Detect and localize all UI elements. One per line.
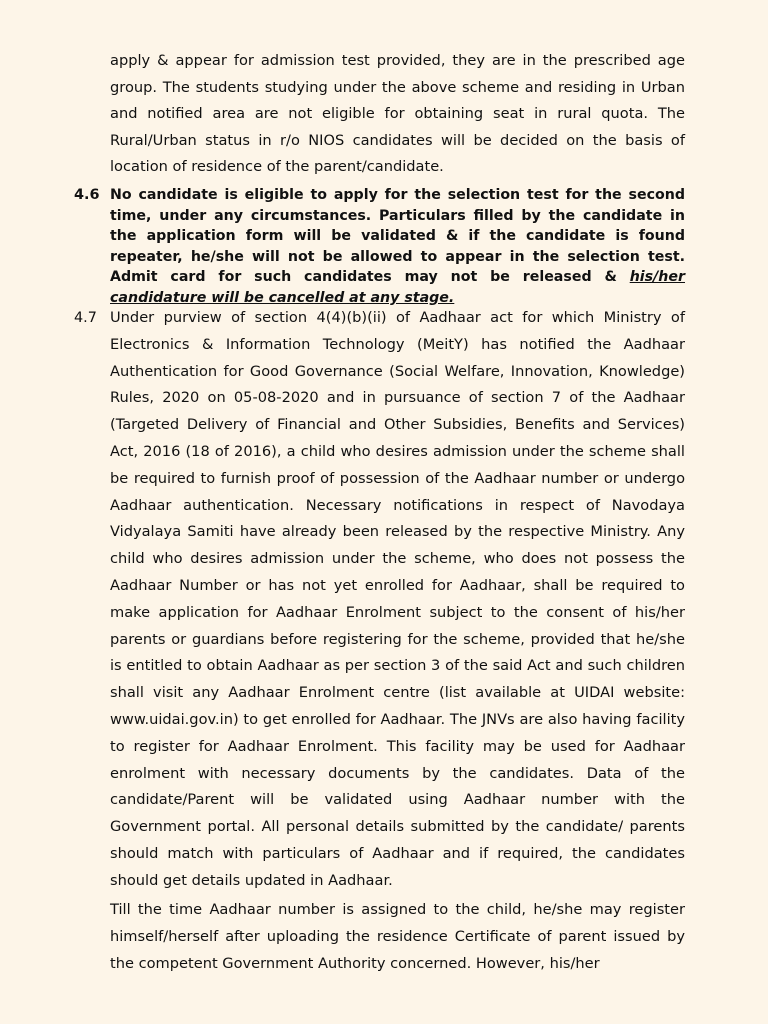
clause-4-6-number: 4.6: [74, 187, 100, 203]
clause-4-6-emphasis: his/her candidature will be cancelled at any stage.: [110, 269, 685, 306]
clause-4-6-paragraph: [110, 185, 685, 309]
clause-4-7-number: 4.7: [74, 310, 97, 326]
clause-4-7-continued-paragraph: Till the time Aadhaar number is assigned to the child, he/she may register himself/herself after uploading the residence Certificate of parent issued by the competent Government Authority concerned. However, his/her: [110, 901, 685, 972]
clause-4-7-paragraph: Under purview of section 4(4)(b)(ii) of Aadhaar act for which Ministry of Electronics & Information Technology (MeitY) has notified the Aadhaar Authentication for Good Governance (Social Welfare, Innovation, Knowledge) Rules, 2020 on 05-08-2020 and in pursuance of section 7 of the Aadhaar (Targeted Delivery of Financial and Other Subsidies, Benefits and Services) Act, 2016 (18 of 2016), a child who desires admission under the scheme shall be required to furnish proof of possession of the Aadhaar number or undergo Aadhaar authentication. Necessary notifications in respect of Navodaya Vidyalaya Samiti have already been released by the respective Ministry. Any child who desires admission under the scheme, who does not possess the Aadhaar Number or has not yet enrolled for Aadhaar, shall be required to make application for Aadhaar Enrolment subject to the consent of his/her parents or guardians before registering for the scheme, provided that he/she is entitled to obtain Aadhaar as per section 3 of the said Act and such children shall visit any Aadhaar Enrolment centre (list available at UIDAI website: www.uidai.gov.in) to get enrolled for Aadhaar. The JNVs are also having facility to register for Aadhaar Enrolment. This facility may be used for Aadhaar enrolment with necessary documents by the candidates. Data of the candidate/Parent will be validated using Aadhaar number with the Government portal. All personal details submitted by the candidate/ parents should match with particulars of Aadhaar and if required, the candidates should get details updated in Aadhaar.: [110, 309, 685, 889]
continuation-paragraph: apply & appear for admission test provided, they are in the prescribed age group. The students studying under the above scheme and residing in Urban and notified area are not eligible for obtaining seat in rural quota. The Rural/Urban status in r/o NIOS candidates will be decided on the basis of location of residence of the parent/candidate.: [110, 52, 685, 176]
clause-4-6-text: No candidate is eligible to apply for the selection test for the second time, under any circumstances. Particulars filled by the candidate in the application form will be validated & if the candidate is found repeater, he/she will not be allowed to appear in the selection test. Admit card for such candidates may not be released &: [110, 187, 685, 286]
